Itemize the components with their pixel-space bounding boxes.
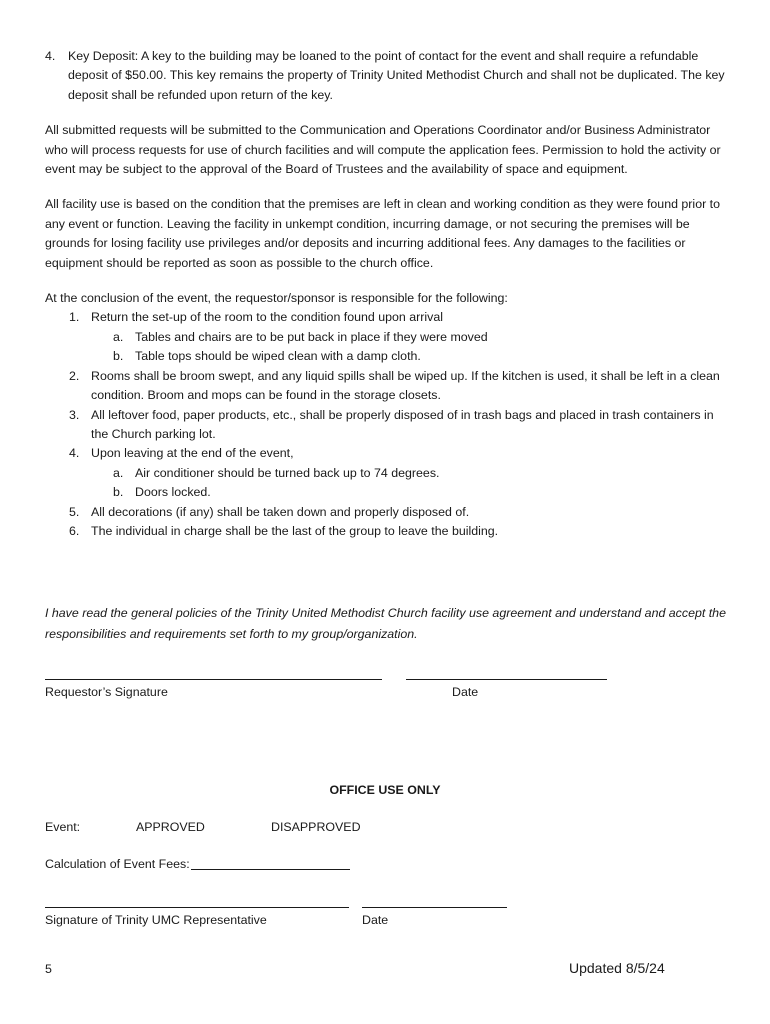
key-deposit-number: 4.: [45, 49, 56, 63]
sub-item-letter: a.: [113, 465, 124, 480]
list-item: [45, 406, 725, 445]
event-fees-label: Calculation of Event Fees:: [45, 857, 190, 871]
sub-item-letter: a.: [113, 329, 124, 344]
list-item-text: The individual in charge shall be the last of the group to leave the building.: [91, 523, 499, 538]
disapproved-option[interactable]: DISAPPROVED: [271, 820, 361, 834]
policy-content: [45, 47, 725, 541]
list-item-text: All leftover food, paper products, etc., shall be properly disposed of in trash bags and placed in trash containers in the Church parking lot.: [91, 407, 714, 441]
sub-list-item: [45, 483, 725, 502]
sub-list-item: [45, 464, 725, 483]
responsibilities-list: [45, 308, 725, 541]
requestor-signature-line[interactable]: [45, 679, 382, 680]
office-use-title: OFFICE USE ONLY: [329, 783, 441, 797]
event-fees-line[interactable]: [191, 869, 350, 870]
sub-item-text: Air conditioner should be turned back up to 74 degrees.: [135, 465, 440, 480]
rep-date-line[interactable]: [362, 907, 507, 908]
list-item-number: 1.: [69, 310, 80, 325]
list-item-number: 2.: [69, 368, 80, 383]
page-number: 5: [45, 962, 52, 976]
list-item: [45, 444, 725, 463]
updated-date: Updated 8/5/24: [569, 960, 665, 976]
acknowledgement-statement: I have read the general policies of the Trinity United Methodist Church facility use agreement and understand and accept the responsibilities and requirements set forth to my group/organization.: [45, 606, 726, 641]
list-item-text: Rooms shall be broom swept, and any liquid spills shall be wiped up. If the kitchen is used, it shall be left in a clean condition. Broom and mops can be found in the storage closets.: [91, 368, 720, 403]
list-item-number: 5.: [69, 504, 80, 519]
sub-item-letter: b.: [113, 485, 124, 500]
requestor-date-line[interactable]: [406, 679, 607, 680]
list-item-text: Upon leaving at the end of the event,: [91, 446, 294, 461]
sub-item-text: Table tops should be wiped clean with a damp cloth.: [135, 349, 421, 364]
approved-option[interactable]: APPROVED: [136, 820, 205, 834]
list-item: [45, 522, 725, 541]
conclusion-intro: At the conclusion of the event, the requestor/sponsor is responsible for the following:: [45, 291, 508, 306]
sub-list-item: [45, 347, 725, 366]
list-item: [45, 503, 725, 522]
facility-condition-paragraph: All facility use is based on the condition that the premises are left in clean and working condition as they were found prior to any event or function. Leaving the facility in unkempt condition, incurring damage, or not securing the premises will be grounds for losing facility use privileges and/or deposits and incurring additional fees. Any damages to the facilities or equipment should be reported as soon as possible to the church office.: [45, 197, 720, 270]
requestor-signature-label: Requestor’s Signature: [45, 685, 168, 699]
key-deposit-text: Key Deposit: A key to the building may be loaned to the point of contact for the event and shall require a refundable deposit of $50.00. This key remains the property of Trinity United Methodist Church and shall not be duplicated. The key deposit shall be refunded upon return of the key.: [68, 49, 725, 102]
rep-signature-line[interactable]: [45, 907, 349, 908]
list-item-number: 4.: [69, 446, 80, 461]
event-label: Event:: [45, 820, 81, 834]
sub-list-item: [45, 328, 725, 347]
list-item: [45, 308, 725, 327]
key-deposit-item: [45, 47, 725, 105]
submitted-requests-paragraph: All submitted requests will be submitted to the Communication and Operations Coordinator and/or Business Administrator who will process requests for use of church facilities and will compute the application fees. Permission to hold the activity or event may be subject to the approval of the Board of Trustees and the availability of space and equipment.: [45, 123, 721, 177]
sub-item-letter: b.: [113, 349, 124, 364]
requestor-date-label: Date: [452, 685, 479, 699]
list-item: [45, 367, 725, 406]
rep-signature-label: Signature of Trinity UMC Representative: [45, 913, 267, 927]
list-item-number: 3.: [69, 407, 80, 422]
list-item-text: All decorations (if any) shall be taken down and properly disposed of.: [91, 504, 470, 519]
rep-date-label: Date: [362, 913, 389, 927]
sub-item-text: Tables and chairs are to be put back in place if they were moved: [135, 329, 488, 344]
list-item-number: 6.: [69, 523, 80, 538]
sub-item-text: Doors locked.: [135, 485, 211, 500]
list-item-text: Return the set-up of the room to the condition found upon arrival: [91, 310, 443, 325]
